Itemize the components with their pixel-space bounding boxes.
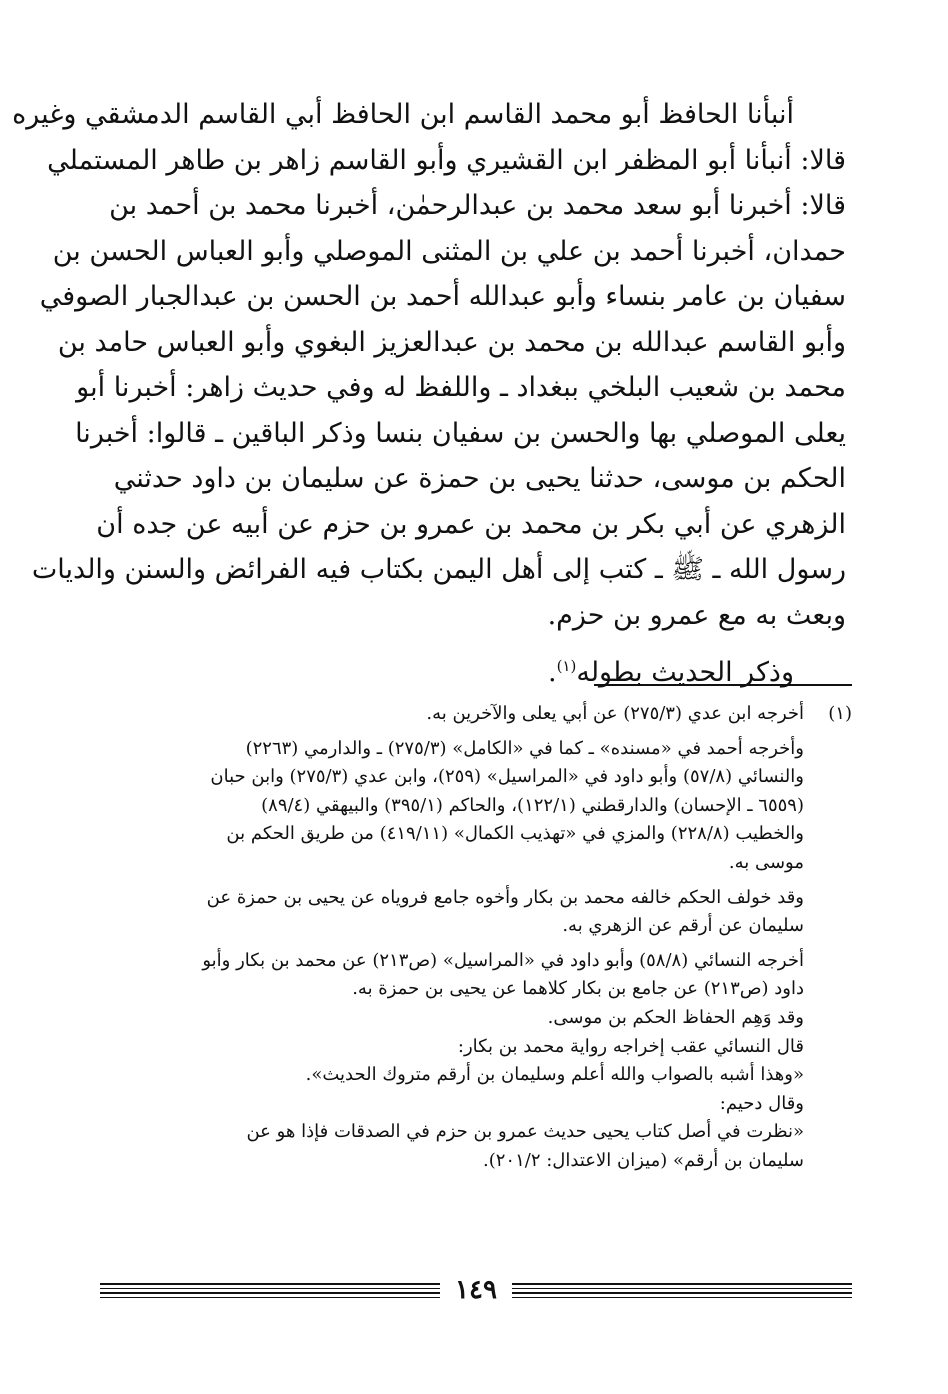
main-text-line: وأبو القاسم عبدالله بن محمد بن عبدالعزيز البغوي وأبو العباس حامد بن — [57, 326, 846, 358]
footnote-line: سليمان بن أرقم» (ميزان الاعتدال: ٢٠١/٢). — [483, 1149, 804, 1171]
footnote-line: موسى به. — [728, 851, 804, 873]
footnote-line: والنسائي (٥٧/٨) وأبو داود في «المراسيل» (٢٥٩)، وابن عدي (٢٧٥/٣) وابن حبان — [210, 766, 804, 788]
main-text-line: سفيان بن عامر بنساء وأبو عبدالله أحمد بن الحسن بن عبدالجبار الصوفي — [39, 281, 846, 312]
footnote-line: والخطيب (٢٢٨/٨) والمزي في «تهذيب الكمال» (٤١٩/١١) من طريق الحكم بن — [226, 823, 804, 845]
footnote-line: وأخرجه أحمد في «مسنده» ـ كما في «الكامل» (٢٧٥/٣) ـ والدارمي (٢٢٦٣) — [245, 737, 804, 759]
main-text-line: قالا: أنبأنا أبو المظفر ابن القشيري وأبو القاسم زاهر بن طاهر المستملي — [47, 144, 846, 176]
footnote — [100, 700, 852, 1176]
footnote-separator — [594, 684, 852, 686]
main-text-line: يعلى الموصلي بها والحسن بن سفيان بنسا وذكر الباقين ـ قالوا: أخبرنا — [75, 417, 846, 449]
page-footer — [100, 1272, 852, 1308]
footnote-line: وقد خولف الحكم خالفه محمد بن بكار وأخوه جامع فروياه عن يحيى بن حمزة عن — [206, 886, 804, 908]
main-text — [12, 92, 846, 696]
main-text-line: قالا: أخبرنا أبو سعد محمد بن عبدالرحمٰن، أخبرنا محمد بن أحمد بن — [109, 190, 846, 221]
footnote-line: سليمان عن أرقم عن الزهري به. — [562, 915, 804, 937]
footnote-line: «نظرت في أصل كتاب يحيى حديث عمرو بن حزم في الصدقات فإذا هو عن — [246, 1121, 804, 1143]
footer-rule-left — [100, 1283, 440, 1298]
main-text-line: أنبأنا الحافظ أبو محمد القاسم ابن الحافظ أبي القاسم الدمشقي وغيره — [12, 99, 794, 130]
footnote-body — [100, 700, 804, 1176]
main-text-line: وبعث به مع عمرو بن حزم. — [547, 599, 846, 631]
footnote-line: داود (ص٢١٣) عن جامع بن بكار كلاهما عن يحيى بن حمزة به. — [352, 978, 804, 1000]
closing-line — [100, 644, 846, 696]
closing-text: وذكر الحديث بطوله — [576, 657, 794, 688]
main-text-line: الحكم بن موسى، حدثنا يحيى بن حمزة عن سليمان بن داود حدثني — [113, 463, 846, 494]
page-number: ١٤٩ — [455, 1275, 497, 1305]
footnote-line: أخرجه ابن عدي (٢٧٥/٣) عن أبي يعلى والآخرين به. — [426, 703, 804, 724]
footnote-line: قال النسائي عقب إخراجه رواية محمد بن بكار: — [457, 1035, 804, 1057]
footnote-line: أخرجه النسائي (٥٨/٨) وأبو داود في «المراسيل» (ص٢١٣) عن محمد بن بكار وأبو — [202, 949, 804, 971]
main-text-line: رسول الله ـ ﷺ ـ كتب إلى أهل اليمن بكتاب فيه الفرائض والسنن والديات — [31, 554, 846, 585]
main-text-line: حمدان، أخبرنا أحمد بن علي بن المثنى الموصلي وأبو العباس الحسن بن — [52, 235, 846, 267]
footnote-line: وقال دحيم: — [719, 1092, 804, 1114]
footer-rule-right — [512, 1283, 852, 1298]
footnote-line: وقد وَهِم الحفاظ الحكم بن موسى. — [547, 1006, 804, 1028]
footnote-line: (٦٥٥٩ ـ الإحسان) والدارقطني (١٢٢/١)، والحاكم (٣٩٥/١) والبيهقي (٨٩/٤) — [261, 794, 804, 816]
main-text-line: الزهري عن أبي بكر بن محمد بن عمرو بن حزم عن أبيه عن جده أن — [96, 508, 846, 540]
footnote-line: «وهذا أشبه بالصواب والله أعلم وسليمان بن أرقم متروك الحديث». — [305, 1064, 804, 1086]
main-text-line: محمد بن شعيب البلخي ببغداد ـ واللفظ له وفي حديث زاهر: أخبرنا أبو — [76, 372, 846, 403]
footnote-reference[interactable]: (١) — [556, 657, 577, 675]
footnote-number: (١) — [828, 703, 852, 724]
closing-period: . — [547, 657, 557, 688]
